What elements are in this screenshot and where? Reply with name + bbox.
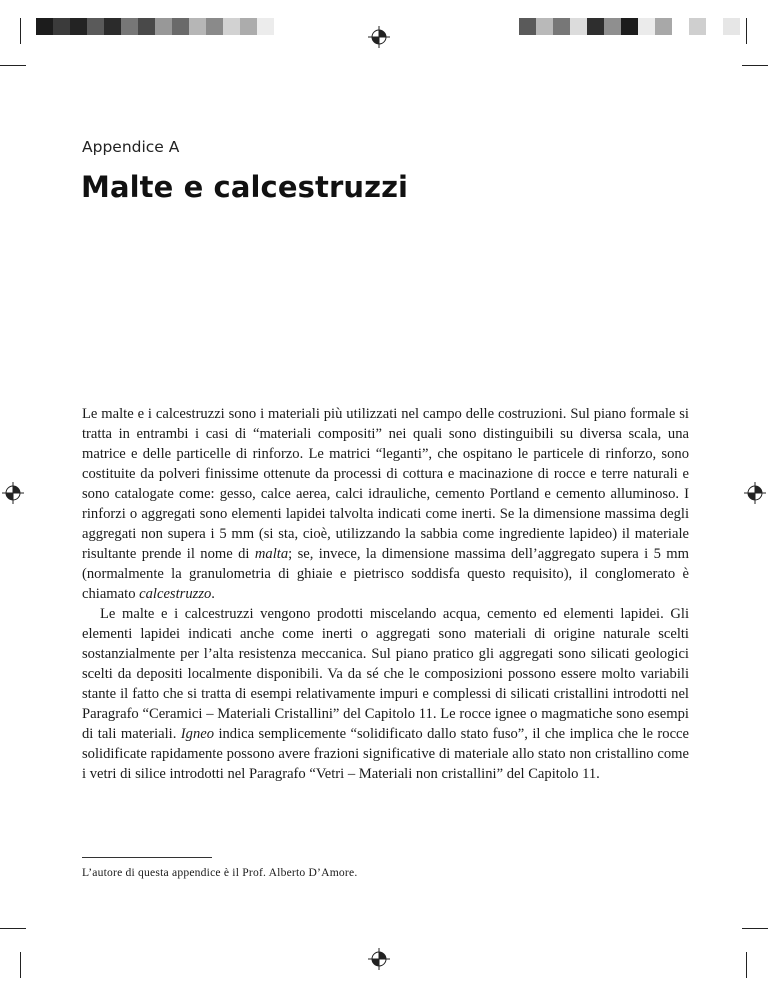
color-swatch <box>138 18 155 35</box>
color-swatch <box>723 18 740 35</box>
color-swatch <box>553 18 570 35</box>
crop-mark <box>20 952 21 978</box>
color-swatch <box>570 18 587 35</box>
registration-mark-icon <box>368 26 390 48</box>
color-swatch <box>172 18 189 35</box>
color-swatch <box>257 18 274 35</box>
color-swatch <box>689 18 706 35</box>
color-swatch <box>206 18 223 35</box>
color-calibration-bar-left <box>36 18 274 35</box>
emphasis-calcestruzzo: calcestruzzo <box>139 586 212 602</box>
crop-mark <box>746 952 747 978</box>
color-swatch <box>706 18 723 35</box>
color-swatch <box>536 18 553 35</box>
color-swatch <box>587 18 604 35</box>
color-swatch <box>655 18 672 35</box>
paragraph-2: Le malte e i calcestruzzi vengono prodotti miscelando acqua, cemento ed elementi lapidei. Gli elementi lapidei indicati anche come inerti o aggregati sono materiali di origine naturale scelti sostanzialmente per l’alta resistenza meccanica. Sul piano pratico gli aggregati sono silicati geologici scelti da depositi localmente disponibili. Va da sé che le composizioni possono essere molto variabili stante il fatto che si tratta di esempi relativamente impuri e complessi di silicati cristallini introdotti nel Paragrafo “Ceramici – Materiali Cristallini” del Capitolo 11. Le rocce ignee o magmatiche sono esempi di tali materiali. Igneo indica semplicemente “solidificato dallo stato fuso”, il che implica che le rocce solidificate rapidamente possono avere frazioni significative di materiale allo stato non cristallino come i vetri di silice introdotti nel Paragrafo “Vetri – Materiali non cristallini” del Capitolo 11. <box>82 606 689 782</box>
color-swatch <box>70 18 87 35</box>
body-text <box>82 404 689 784</box>
crop-mark <box>0 65 26 66</box>
color-swatch <box>104 18 121 35</box>
color-swatch <box>87 18 104 35</box>
color-swatch <box>638 18 655 35</box>
registration-mark-icon <box>2 482 24 504</box>
color-swatch <box>189 18 206 35</box>
color-swatch <box>121 18 138 35</box>
paragraph-1: Le malte e i calcestruzzi sono i materiali più utilizzati nel campo delle costruzioni. Sul piano formale si tratta in entrambi i casi di “materiali compositi” nei quali sono distinguibili su diversa scala, una matrice e delle particelle di rinforzo. Le matrici “leganti”, che ospitano le particele di rinforzo, sono costituite da polveri finissime ottenute da processi di cottura e macinazione di rocce e terre naturali e sono catalogate come: gesso, calce aerea, calci idrauliche, cemento Portland e cemento alluminoso. I rinforzi o aggregati sono elementi lapidei talvolta indicati come inerti. Se la dimensione massima degli aggregati non supera i 5 mm (si sta, cioè, utilizzando la sabbia come ingrediente lapideo) il materiale risultante prende il nome di malta; se, invece, la dimensione massima dell’aggregato supera i 5 mm (normalmente la granulometria di ghiaie e pietrisco soddisfa questo requisito), il conglomerato è chiamato calcestruzzo. <box>82 406 689 602</box>
footnote: L’autore di questa appendice è il Prof. Alberto D’Amore. <box>82 866 358 879</box>
crop-mark <box>742 928 768 929</box>
color-swatch <box>155 18 172 35</box>
color-swatch <box>604 18 621 35</box>
chapter-title: Malte e calcestruzzi <box>81 170 409 204</box>
color-swatch <box>53 18 70 35</box>
color-swatch <box>240 18 257 35</box>
color-swatch <box>519 18 536 35</box>
crop-mark <box>742 65 768 66</box>
appendix-label: Appendice A <box>82 138 180 156</box>
crop-mark <box>20 18 21 44</box>
crop-mark <box>0 928 26 929</box>
emphasis-igneo: Igneo <box>180 726 215 742</box>
footnote-rule <box>82 857 212 858</box>
color-swatch <box>223 18 240 35</box>
crop-mark <box>746 18 747 44</box>
color-calibration-bar-right <box>519 18 740 35</box>
emphasis-malta: malta <box>254 546 289 562</box>
registration-mark-icon <box>744 482 766 504</box>
color-swatch <box>672 18 689 35</box>
registration-mark-icon <box>368 948 390 970</box>
color-swatch <box>621 18 638 35</box>
color-swatch <box>36 18 53 35</box>
